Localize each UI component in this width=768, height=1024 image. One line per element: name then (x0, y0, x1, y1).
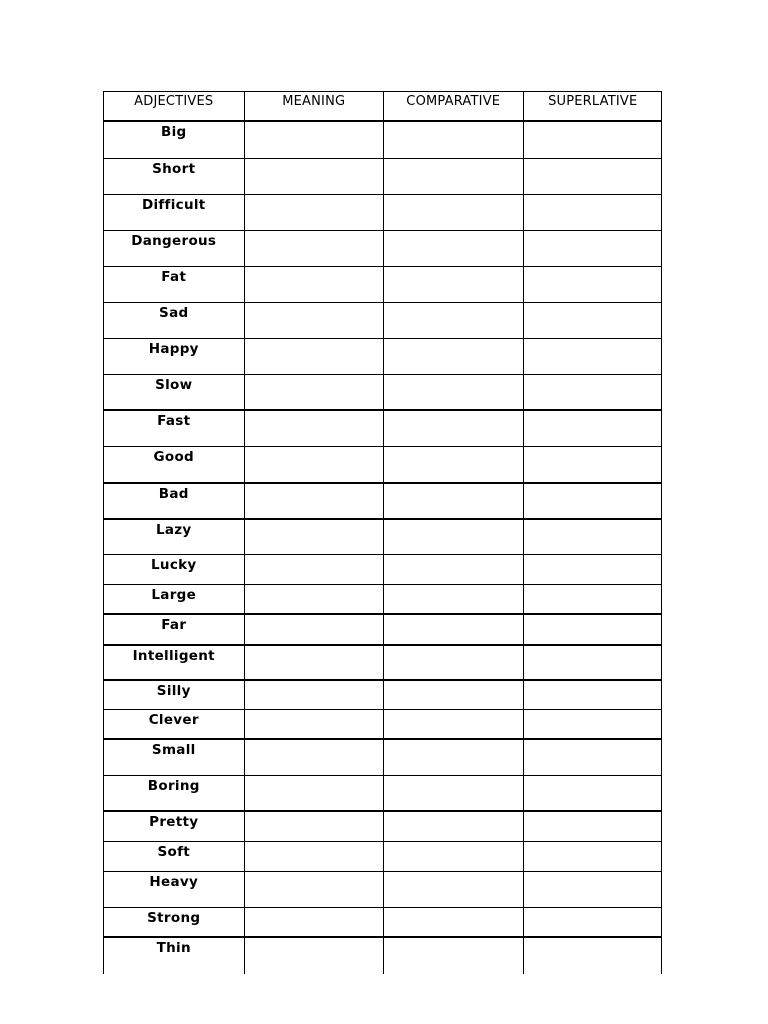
meaning-cell[interactable] (244, 411, 384, 446)
superlative-cell[interactable] (523, 484, 663, 518)
meaning-cell[interactable] (244, 908, 384, 936)
superlative-cell[interactable] (523, 812, 663, 841)
adjective-cell: Strong (147, 910, 201, 926)
comparative-cell[interactable] (383, 555, 523, 584)
meaning-cell[interactable] (244, 776, 384, 810)
meaning-cell[interactable] (244, 159, 384, 194)
table-row (104, 615, 661, 646)
comparative-cell[interactable] (383, 411, 523, 446)
comparative-cell[interactable] (383, 375, 523, 409)
meaning-cell[interactable] (244, 484, 384, 518)
comparative-cell[interactable] (383, 681, 523, 709)
superlative-cell[interactable] (523, 267, 663, 302)
adjective-cell: Dangerous (131, 233, 217, 249)
superlative-cell[interactable] (523, 776, 663, 810)
meaning-cell[interactable] (244, 938, 384, 974)
meaning-cell[interactable] (244, 681, 384, 709)
superlative-cell[interactable] (523, 339, 663, 374)
comparative-cell[interactable] (383, 484, 523, 518)
adjective-cell: Bad (158, 486, 189, 502)
table-row (104, 159, 661, 195)
adjective-cell: Clever (148, 712, 199, 728)
meaning-cell[interactable] (244, 842, 384, 871)
adjective-cell: Heavy (149, 874, 199, 890)
meaning-cell[interactable] (244, 339, 384, 374)
table-row (104, 122, 661, 159)
superlative-cell[interactable] (523, 646, 663, 679)
comparative-cell[interactable] (383, 938, 523, 974)
comparative-cell[interactable] (383, 447, 523, 482)
comparative-cell[interactable] (383, 812, 523, 841)
adjectives-worksheet-table (103, 91, 662, 974)
header-adjectives: ADJECTIVES (134, 94, 214, 109)
adjective-cell: Lucky (151, 557, 197, 573)
superlative-cell[interactable] (523, 411, 663, 446)
superlative-cell[interactable] (523, 908, 663, 936)
table-row (104, 776, 661, 812)
superlative-cell[interactable] (523, 842, 663, 871)
superlative-cell[interactable] (523, 681, 663, 709)
table-row (104, 710, 661, 740)
comparative-cell[interactable] (383, 122, 523, 158)
table-row (104, 908, 661, 938)
meaning-cell[interactable] (244, 872, 384, 907)
table-row (104, 872, 661, 908)
meaning-cell[interactable] (244, 303, 384, 338)
superlative-cell[interactable] (523, 195, 663, 230)
comparative-cell[interactable] (383, 872, 523, 907)
comparative-cell[interactable] (383, 339, 523, 374)
adjective-cell: Happy (148, 341, 199, 357)
adjective-cell: Silly (156, 683, 191, 699)
comparative-cell[interactable] (383, 303, 523, 338)
superlative-cell[interactable] (523, 122, 663, 158)
meaning-cell[interactable] (244, 740, 384, 775)
adjective-cell: Pretty (149, 814, 199, 830)
table-row (104, 339, 661, 375)
meaning-cell[interactable] (244, 375, 384, 409)
superlative-cell[interactable] (523, 938, 663, 974)
meaning-cell[interactable] (244, 122, 384, 158)
adjective-cell: Boring (147, 778, 200, 794)
table-row (104, 303, 661, 339)
adjective-cell: Intelligent (132, 648, 215, 664)
comparative-cell[interactable] (383, 842, 523, 871)
comparative-cell[interactable] (383, 615, 523, 644)
comparative-cell[interactable] (383, 231, 523, 266)
meaning-cell[interactable] (244, 646, 384, 679)
superlative-cell[interactable] (523, 740, 663, 775)
adjective-cell: Fast (157, 413, 191, 429)
comparative-cell[interactable] (383, 710, 523, 738)
table-row (104, 555, 661, 585)
table-row (104, 231, 661, 267)
superlative-cell[interactable] (523, 555, 663, 584)
comparative-cell[interactable] (383, 267, 523, 302)
table-row (104, 842, 661, 872)
meaning-cell[interactable] (244, 231, 384, 266)
adjective-cell: Lazy (155, 522, 192, 538)
table-row (104, 646, 661, 681)
adjective-cell: Good (153, 449, 194, 465)
comparative-cell[interactable] (383, 195, 523, 230)
meaning-cell[interactable] (244, 710, 384, 738)
superlative-cell[interactable] (523, 303, 663, 338)
adjective-cell: Difficult (141, 197, 206, 213)
comparative-cell[interactable] (383, 740, 523, 775)
header-superlative: SUPERLATIVE (523, 92, 663, 120)
meaning-cell[interactable] (244, 555, 384, 584)
table-row (104, 375, 661, 411)
table-row (104, 585, 661, 615)
superlative-cell[interactable] (523, 447, 663, 482)
meaning-cell[interactable] (244, 195, 384, 230)
superlative-cell[interactable] (523, 520, 663, 554)
table-row (104, 447, 661, 484)
table-row (104, 740, 661, 776)
superlative-cell[interactable] (523, 231, 663, 266)
superlative-cell[interactable] (523, 159, 663, 194)
meaning-cell[interactable] (244, 812, 384, 841)
meaning-cell[interactable] (244, 520, 384, 554)
adjective-cell: Sad (159, 305, 189, 321)
adjective-cell: Slow (155, 377, 193, 393)
table-row (104, 195, 661, 231)
meaning-cell[interactable] (244, 267, 384, 302)
superlative-cell[interactable] (523, 872, 663, 907)
meaning-cell[interactable] (244, 447, 384, 482)
adjective-cell: Short (152, 161, 196, 177)
meaning-cell[interactable] (244, 585, 384, 613)
comparative-cell[interactable] (383, 159, 523, 194)
table-row (104, 411, 661, 447)
adjective-cell: Big (161, 124, 187, 140)
comparative-cell[interactable] (383, 585, 523, 613)
comparative-cell[interactable] (383, 908, 523, 936)
comparative-cell[interactable] (383, 646, 523, 679)
superlative-cell[interactable] (523, 585, 663, 613)
table-row (104, 484, 661, 520)
superlative-cell[interactable] (523, 710, 663, 738)
header-comparative: COMPARATIVE (383, 92, 523, 120)
table-header-row (104, 92, 661, 122)
adjective-cell: Thin (156, 940, 191, 956)
header-meaning: MEANING (244, 92, 384, 120)
adjective-cell: Large (151, 587, 197, 603)
adjective-cell: Fat (161, 269, 187, 285)
meaning-cell[interactable] (244, 615, 384, 644)
superlative-cell[interactable] (523, 375, 663, 409)
adjective-cell: Small (151, 742, 196, 758)
table-row (104, 520, 661, 555)
table-row (104, 681, 661, 710)
comparative-cell[interactable] (383, 520, 523, 554)
table-row (104, 812, 661, 842)
table-row (104, 938, 661, 974)
superlative-cell[interactable] (523, 615, 663, 644)
adjective-cell: Soft (157, 844, 191, 860)
comparative-cell[interactable] (383, 776, 523, 810)
adjective-cell: Far (161, 617, 187, 633)
table-row (104, 267, 661, 303)
